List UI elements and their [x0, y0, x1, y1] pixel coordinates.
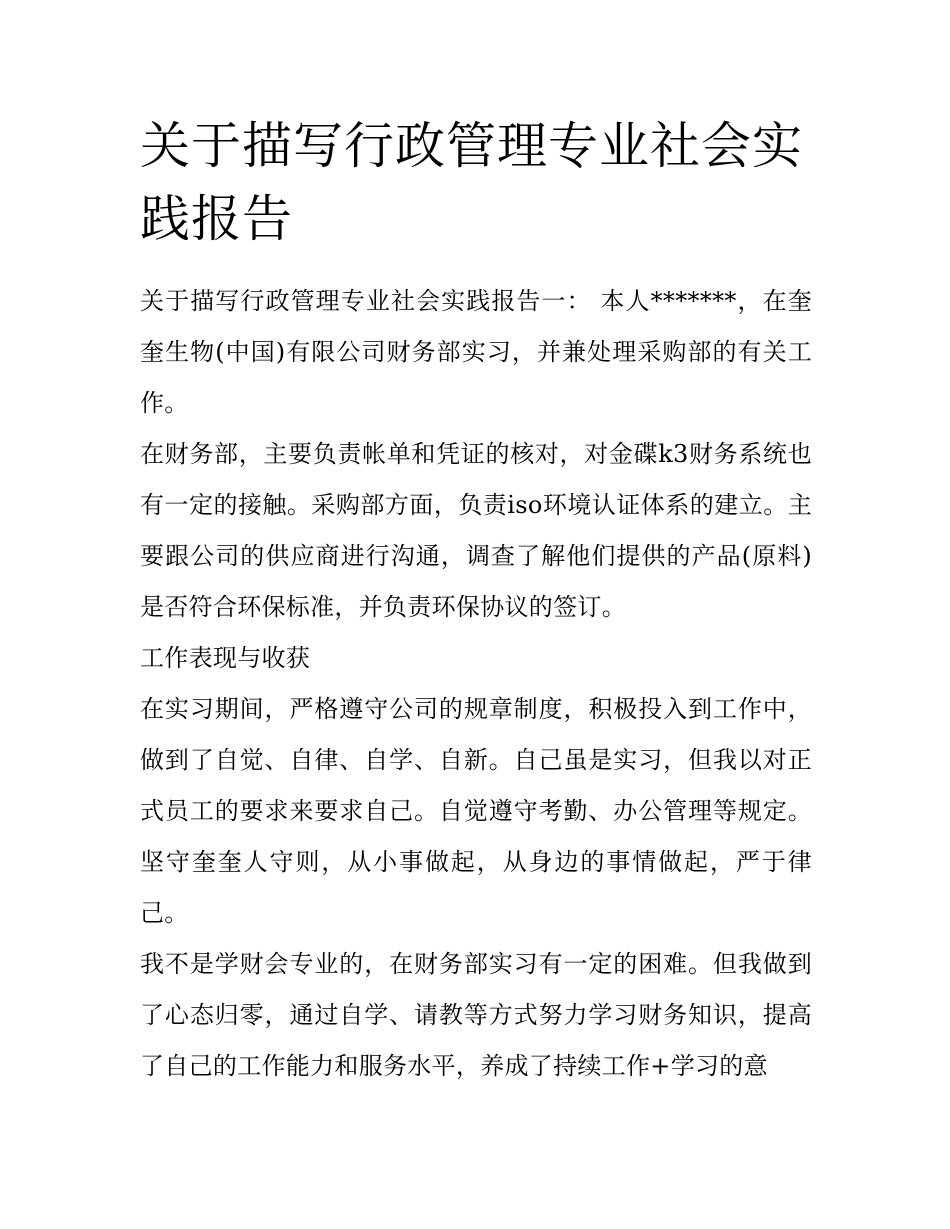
paragraph-intro: 关于描写行政管理专业社会实践报告一： 本人*******，在奎奎生物(中国)有限公司财务部实习，并兼处理采购部的有关工作。	[140, 287, 812, 417]
paragraph-learning: 我不是学财会专业的，在财务部实习有一定的困难。但我做到了心态归零，通过自学、请教等方式努力学习财务知识，提高了自己的工作能力和服务水平，养成了持续工作+学习的意	[140, 950, 812, 1080]
paragraph-duties: 在财务部，主要负责帐单和凭证的核对，对金碟k3财务系统也有一定的接触。采购部方面，负责iso环境认证体系的建立。主要跟公司的供应商进行沟通，调查了解他们提供的产品(原料)是否符合环保标准，并负责环保协议的签订。	[140, 440, 812, 621]
document-title: 关于描写行政管理专业社会实践报告	[140, 117, 803, 248]
paragraph-conduct: 在实习期间，严格遵守公司的规章制度，积极投入到工作中，做到了自觉、自律、自学、自新。自己虽是实习，但我以对正式员工的要求来要求自己。自觉遵守考勤、办公管理等规定。坚守奎奎人守则，从小事做起，从身边的事情做起，严于律己。	[140, 695, 812, 927]
section-heading-performance: 工作表现与收获	[140, 644, 311, 672]
document-body	[140, 110, 812, 1092]
